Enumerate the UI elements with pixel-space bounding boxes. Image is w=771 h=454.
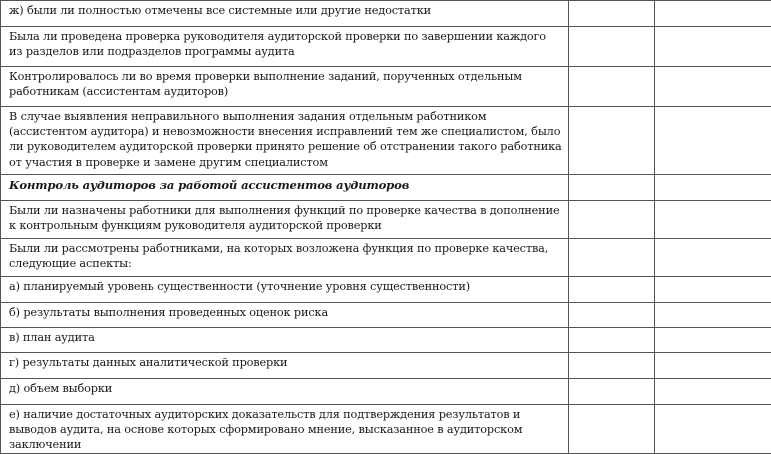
question-cell: а) планируемый уровень существенности (уточнение уровня существенности) <box>1 277 569 303</box>
checklist-row <box>1 277 771 303</box>
question-cell: Были ли назначены работники для выполнения функций по проверке качества в дополнение к контрольным функциям руководителя аудиторской проверки <box>1 201 569 239</box>
answer-cell-1[interactable] <box>569 379 655 405</box>
checklist-row <box>1 379 771 405</box>
section-heading-row <box>1 175 771 201</box>
answer-cell-1[interactable] <box>569 277 655 303</box>
answer-cell-2[interactable] <box>655 277 771 303</box>
question-cell: д) объем выборки <box>1 379 569 405</box>
question-cell: ж) были ли полностью отмечены все системные или другие недостатки <box>1 1 569 27</box>
question-cell: Были ли рассмотрены работниками, на которых возложена функция по проверке качества, следующие аспекты: <box>1 239 569 277</box>
answer-cell-2[interactable] <box>655 27 771 67</box>
checklist-row <box>1 303 771 328</box>
answer-cell-2[interactable] <box>655 303 771 328</box>
answer-cell-2[interactable] <box>655 201 771 239</box>
question-cell: г) результаты данных аналитической проверки <box>1 353 569 379</box>
question-cell: В случае выявления неправильного выполнения задания отдельным работником (ассистентом аудитора) и невозможности внесения исправлений тем же специалистом, было ли руководителем аудиторской проверки принято решение об отстранении такого работника от участия в проверке и замене другим специалистом <box>1 107 569 175</box>
answer-cell-2[interactable] <box>655 67 771 107</box>
checklist-row <box>1 239 771 277</box>
section-heading: Контроль аудиторов за работой ассистентов аудиторов <box>1 175 569 201</box>
answer-cell-1[interactable] <box>569 67 655 107</box>
checklist-row <box>1 107 771 175</box>
answer-cell-2[interactable] <box>655 107 771 175</box>
answer-cell-1[interactable] <box>569 328 655 353</box>
checklist-row <box>1 328 771 353</box>
answer-cell-1[interactable] <box>569 405 655 454</box>
answer-cell-2[interactable] <box>655 379 771 405</box>
answer-cell-1[interactable] <box>569 107 655 175</box>
question-cell: е) наличие достаточных аудиторских доказательств для подтверждения результатов и выводов аудита, на основе которых сформировано мнение, высказанное в аудиторском заключении <box>1 405 569 454</box>
checklist-row <box>1 405 771 454</box>
question-cell: б) результаты выполнения проведенных оценок риска <box>1 303 569 328</box>
question-cell: Контролировалось ли во время проверки выполнение заданий, порученных отдельным работникам (ассистентам аудиторов) <box>1 67 569 107</box>
checklist-row <box>1 353 771 379</box>
answer-cell-2[interactable] <box>655 239 771 277</box>
answer-cell-2 <box>655 175 771 201</box>
question-cell: Была ли проведена проверка руководителя аудиторской проверки по завершении каждого из разделов или подразделов программы аудита <box>1 27 569 67</box>
checklist-row <box>1 1 771 27</box>
answer-cell-2[interactable] <box>655 1 771 27</box>
checklist-row <box>1 27 771 67</box>
answer-cell-2[interactable] <box>655 353 771 379</box>
answer-cell-1[interactable] <box>569 27 655 67</box>
answer-cell-1 <box>569 175 655 201</box>
answer-cell-1[interactable] <box>569 201 655 239</box>
answer-cell-1[interactable] <box>569 239 655 277</box>
answer-cell-1[interactable] <box>569 1 655 27</box>
answer-cell-2[interactable] <box>655 405 771 454</box>
answer-cell-2[interactable] <box>655 328 771 353</box>
checklist-row <box>1 201 771 239</box>
question-cell: в) план аудита <box>1 328 569 353</box>
answer-cell-1[interactable] <box>569 303 655 328</box>
checklist-row <box>1 67 771 107</box>
answer-cell-1[interactable] <box>569 353 655 379</box>
